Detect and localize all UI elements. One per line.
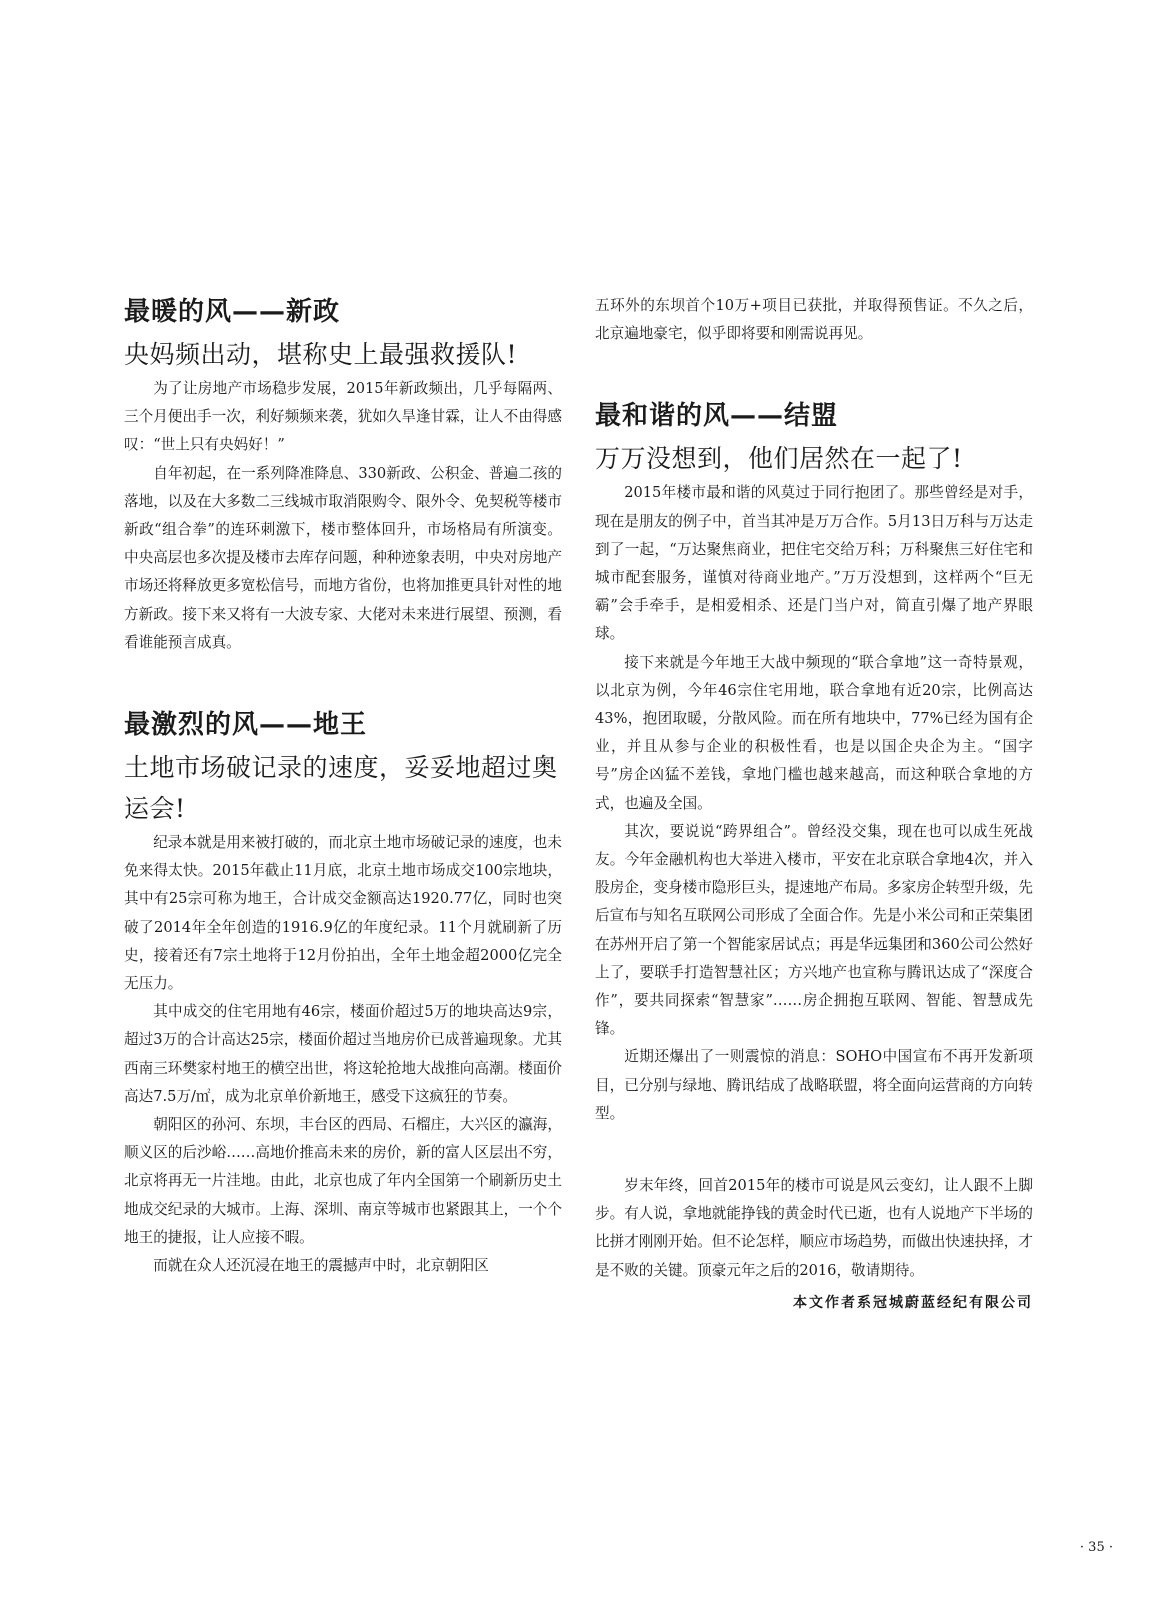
closing-paragraph: 岁末年终，回首2015年的楼市可说是风云变幻，让人跟不上脚步。有人说，拿地就能挣钱的黄金时代已逝，也有人说地产下半场的比拼才刚刚开始。但不论怎样，顺应市场趋势，而做出快速抉择，才是不败的关键。顶豪元年之后的2016，敬请期待。 [595,1177,1033,1279]
paragraph: 自年初起，在一系列降准降息、330新政、公积金、普遍二孩的落地，以及在大多数二三线城市取消限购令、限外令、免契税等楼市新政“组合拳”的连环刺激下，楼市整体回升，市场格局有所演变。中央高层也多次提及楼市去库存问题，种种迹象表明，中央对房地产市场还将释放更多宽松信号，而地方省份，也将加推更具针对性的地方新政。接下来又将有一大波专家、大佬对未来进行展望、预测，看看谁能预言成真。 [124,464,562,651]
spacer [595,1128,1033,1172]
author-credit: 本文作者系冠城蔚蓝经纪有限公司 [793,1294,1033,1311]
section-subtitle-new-policy: 央妈频出动，堪称史上最强救援队! [124,340,518,369]
section-subtitle-land-king: 土地市场破记录的速度，妥妥地超过奥运会! [124,753,558,824]
paragraph: 2015年楼市最和谐的风莫过于同行抱团了。那些曾经是对手，现在是朋友的例子中，首当其冲是万万合作。5月13日万科与万达走到了一起，“万达聚焦商业，把住宅交给万科；万科聚焦三好住宅和城市配套服务，谨慎对待商业地产。”万万没想到，这样两个“巨无霸”会手牵手，是相爱相杀、还是门当户对，简直引爆了地产界眼球。 [595,484,1033,643]
paragraph-continued: 五环外的东坝首个10万+项目已获批，并取得预售证。不久之后，北京遍地豪宅，似乎即将要和刚需说再见。 [595,297,1033,343]
section-title-new-policy: 最暖的风——新政 [124,297,341,327]
section-title-alliance: 最和谐的风——结盟 [595,401,839,432]
paragraph: 纪录本就是用来被打破的，而北京土地市场破记录的速度，也未免来得太快。2015年截止11月底，北京土地市场成交100宗地块，其中有25宗可称为地王，合计成交金额高达1920.77亿，同时也突破了2014年全年创造的1916.9亿的年度纪录。11个月就刷新了历史，接着还有7宗土地将于12月份拍出，全年土地金超2000亿完全无压力。 [124,834,562,993]
paragraph: 其中成交的住宅用地有46宗，楼面价超过5万的地块高达9宗，超过3万的合计高达25宗，楼面价超过当地房价已成普遍现象。尤其西南三环樊家村地王的横空出世，将这轮抢地大战推向高潮。楼面价高达7.5万/㎡，成为北京单价新地王，感受下这疯狂的节奏。 [124,1003,562,1105]
paragraph: 朝阳区的孙河、东坝，丰台区的西局、石榴庄，大兴区的瀛海，顺义区的后沙峪……高地价推高未来的房价，新的富人区层出不穷，北京将再无一片洼地。由此，北京也成了年内全国第一个刷新历史土地成交纪录的大城市。上海、深圳、南京等城市也紧跟其上，一个个地王的捷报，让人应接不暇。 [124,1116,562,1246]
section-subtitle-alliance: 万万没想到，他们居然在一起了! [595,444,963,474]
right-column [595,292,1033,1317]
paragraph: 而就在众人还沉浸在地王的震撼声中时，北京朝阳区 [153,1257,489,1275]
section-title-land-king: 最激烈的风——地王 [124,710,368,741]
paragraph: 为了让房地产市场稳步发展，2015年新政频出，几乎每隔两、三个月便出手一次，利好频频来袭，犹如久旱逢甘霖，让人不由得感叹：“世上只有央妈好！” [124,380,562,454]
page-number: · 35 · [1079,1540,1113,1555]
spacer [595,348,1033,396]
paragraph: 近期还爆出了一则震惊的消息：SOHO中国宣布不再开发新项目，已分别与绿地、腾讯结成了战略联盟，将全面向运营商的方向转型。 [595,1048,1033,1122]
spacer [124,657,562,705]
paragraph: 接下来就是今年地王大战中频现的“联合拿地”这一奇特景观，以北京为例，今年46宗住宅用地，联合拿地有近20宗，比例高达43%，抱团取暖，分散风险。而在所有地块中，77%已经为国有企业，并且从参与企业的积极性看，也是以国企央企为主。“国字号”房企凶猛不差钱，拿地门槛也越来越高，而这种联合拿地的方式，也遍及全国。 [595,653,1033,812]
left-column [124,292,562,1280]
paragraph: 其次，要说说“跨界组合”。曾经没交集，现在也可以成生死战友。今年金融机构也大举进入楼市，平安在北京联合拿地4次，并入股房企，变身楼市隐形巨头，提速地产布局。多家房企转型升级，先后宣布与知名互联网公司形成了全面合作。先是小米公司和正荣集团在苏州开启了第一个智能家居试点；再是华远集团和360公司公然好上了，要联手打造智慧社区；方兴地产也宣称与腾讯达成了“深度合作”，要共同探索“智慧家”……房企拥抱互联网、智能、智慧成先锋。 [595,822,1033,1038]
